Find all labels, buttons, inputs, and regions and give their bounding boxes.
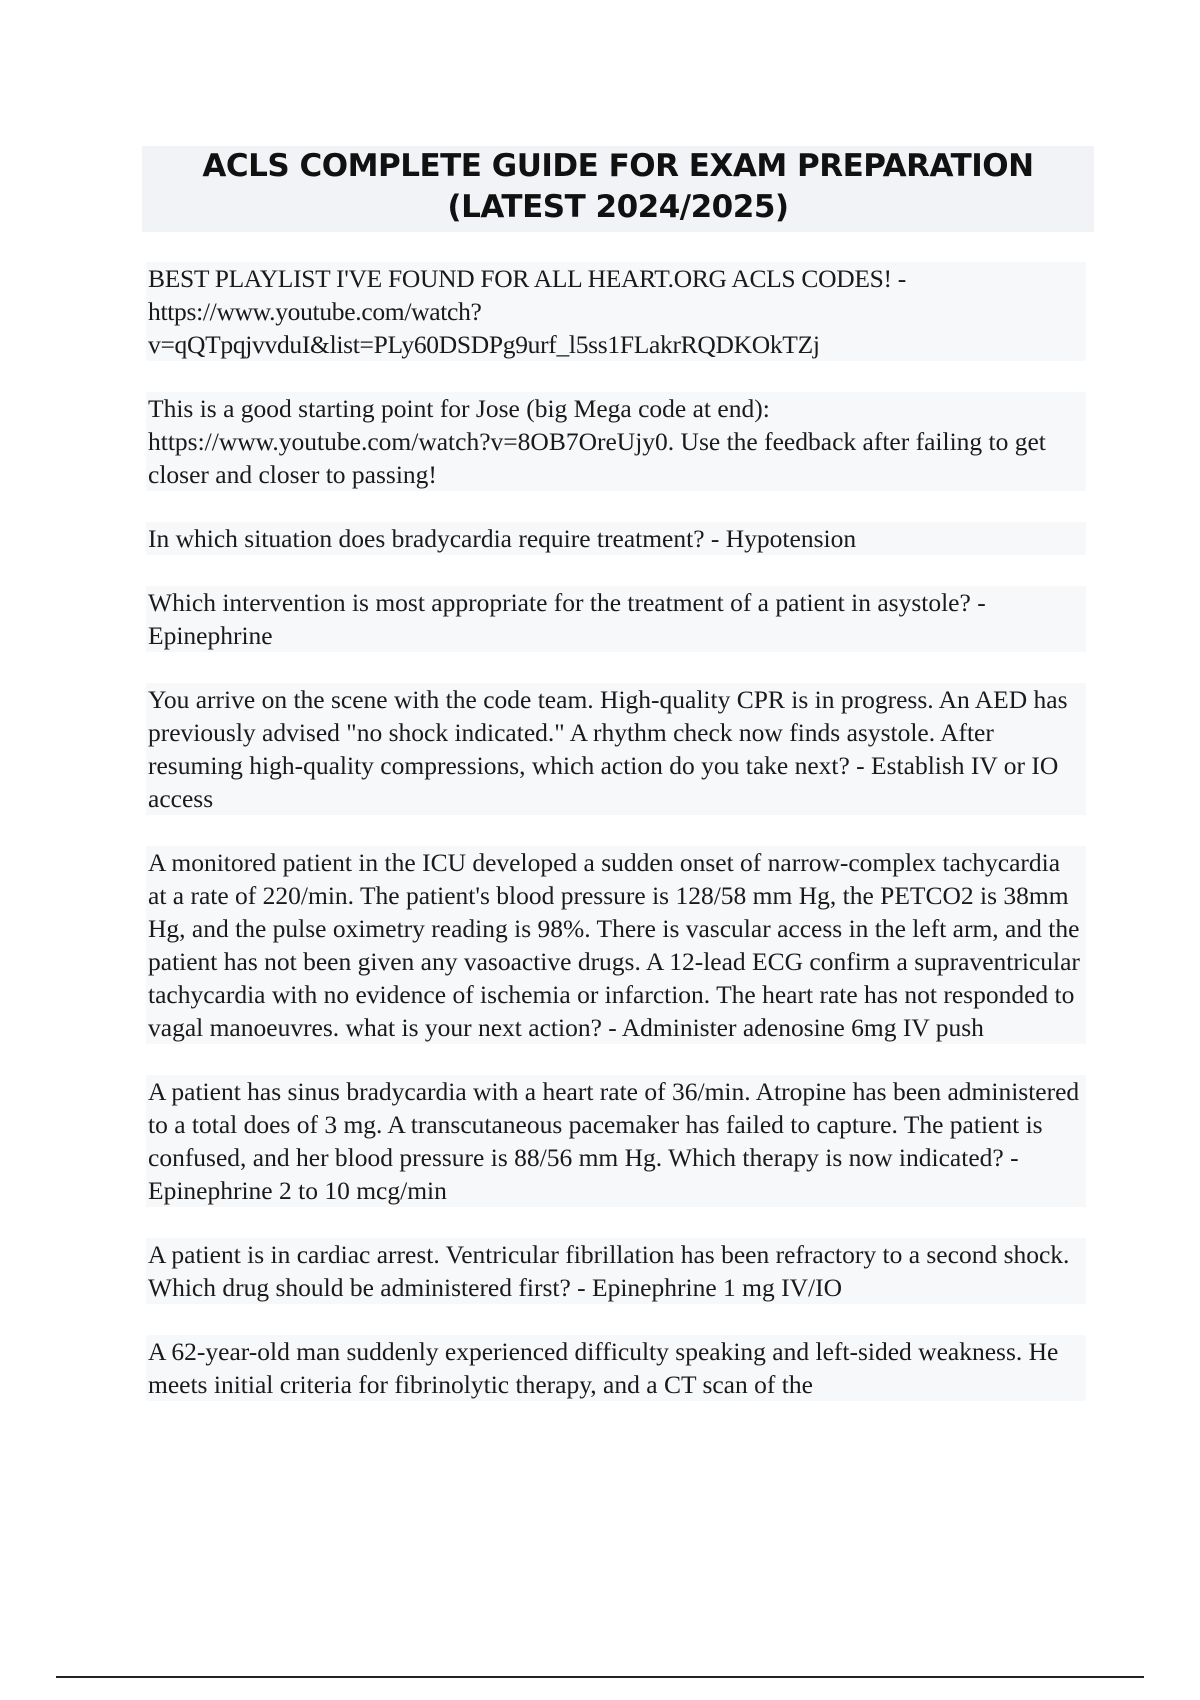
question-narrow-complex-tachycardia: A monitored patient in the ICU developed a sudden onset of narrow-complex tachycardia at a rate of 220/min. The patient's blood pressure is 128/58 mm Hg, the PETCO2 is 38mm Hg, and the pulse oximetry reading is 98%. There is vascular access in the left arm, and the patient has not been given any vasoactive drugs. A 12-lead ECG confirm a supraventricular tachycardia with no evidence of ischemia or infarction. The heart rate has not responded to vagal manoeuvres. what is your next action? - Administer adenosine 6mg IV push xyxy=(146,846,1086,1044)
title-line-1: ACLS COMPLETE GUIDE FOR EXAM PREPARATION xyxy=(202,148,1034,184)
document-title xyxy=(142,146,1094,228)
question-ventricular-fibrillation: A patient is in cardiac arrest. Ventricular fibrillation has been refractory to a second shock. Which drug should be administered first? - Epinephrine 1 mg IV/IO xyxy=(146,1238,1086,1304)
document-body xyxy=(146,262,1086,1432)
question-sinus-bradycardia: A patient has sinus bradycardia with a heart rate of 36/min. Atropine has been administered to a total does of 3 mg. A transcutaneous pacemaker has failed to capture. The patient is confused, and her blood pressure is 88/56 mm Hg. Which therapy is now indicated? - Epinephrine 2 to 10 mcg/min xyxy=(146,1075,1086,1207)
paragraph-playlist: BEST PLAYLIST I'VE FOUND FOR ALL HEART.ORG ACLS CODES! - https://www.youtube.com/watch?v=qQTpqjvvduI&list=PLy60DSDPg9urf_l5ss1FLakrRQDKOkTZj xyxy=(146,262,1086,361)
paragraph-starting-point: This is a good starting point for Jose (big Mega code at end): https://www.youtube.com/watch?v=8OB7OreUjy0. Use the feedback after failing to get closer and closer to passing! xyxy=(146,392,1086,491)
question-asystole-intervention: Which intervention is most appropriate for the treatment of a patient in asystole? - Epinephrine xyxy=(146,586,1086,652)
title-line-2: (LATEST 2024/2025) xyxy=(447,189,789,225)
question-code-team-asystole: You arrive on the scene with the code team. High-quality CPR is in progress. An AED has previously advised "no shock indicated." A rhythm check now finds asystole. After resuming high-quality compressions, which action do you take next? - Establish IV or IO access xyxy=(146,683,1086,815)
question-bradycardia-treatment: In which situation does bradycardia require treatment? - Hypotension xyxy=(146,522,1086,555)
question-stroke-fibrinolytic: A 62-year-old man suddenly experienced difficulty speaking and left-sided weakness. He meets initial criteria for fibrinolytic therapy, and a CT scan of the xyxy=(146,1335,1086,1401)
footer-divider xyxy=(56,1676,1144,1678)
